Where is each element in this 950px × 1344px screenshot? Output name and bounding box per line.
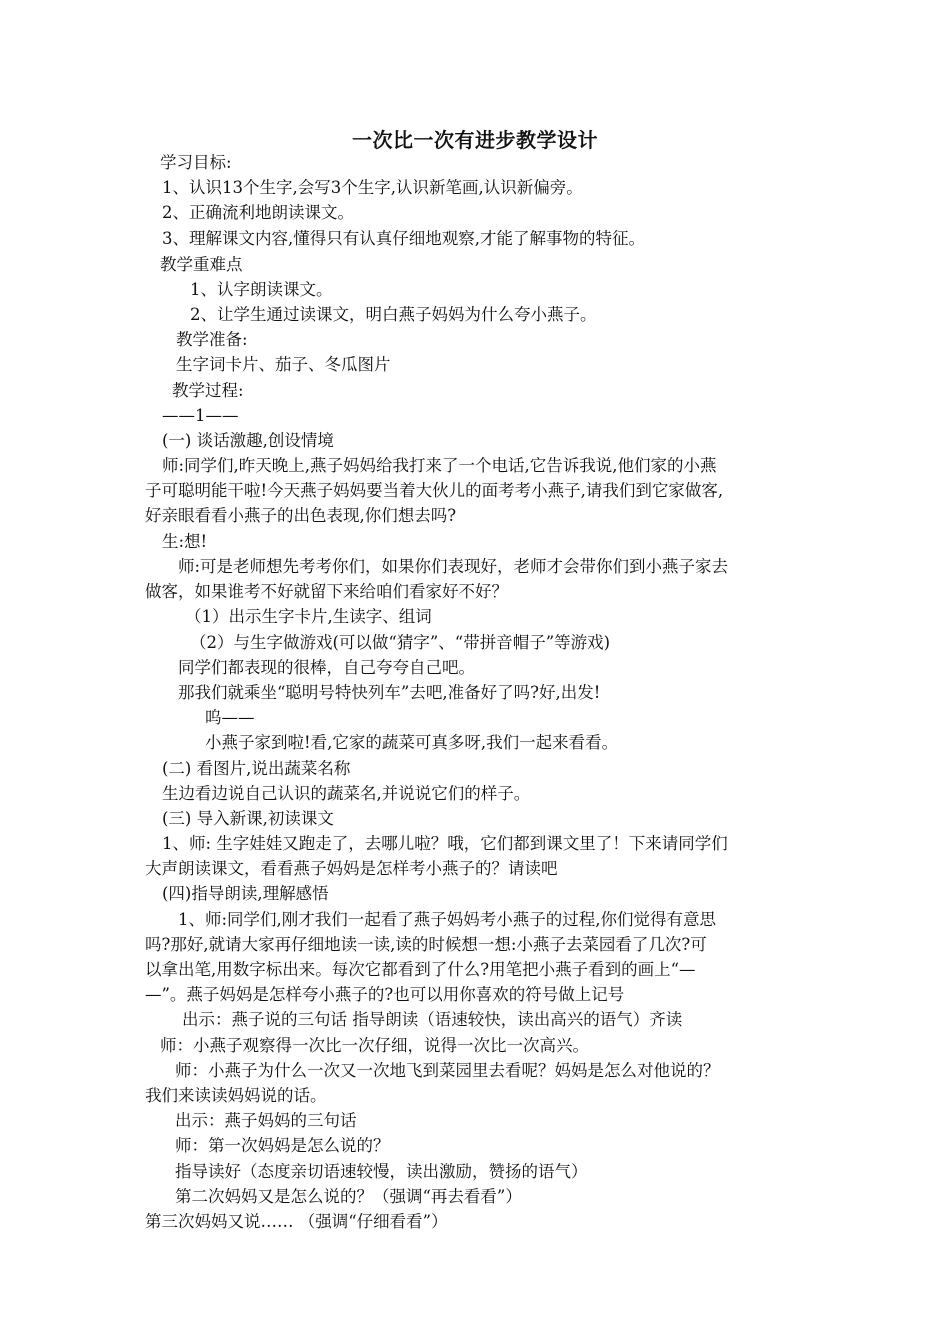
text-line: 呜—— [205,708,255,727]
document-title: 一次比一次有进步教学设计 [352,128,598,152]
text-line: 1、认识13个生字,会写3个生字,认识新笔画,认识新偏旁。 [162,178,583,197]
text-line: 出示：燕子妈妈的三句话 [175,1111,357,1130]
text-line: 指导读好（态度亲切语速较慢，读出激励，赞扬的语气） [175,1162,588,1181]
text-line: (四)指导朗读,理解感悟 [162,884,329,903]
text-line: 教学重难点 [160,255,243,274]
text-line: (三) 导入新课,初读课文 [162,809,334,828]
text-line: 那我们就乘坐“聪明号特快列车”去吧,准备好了吗?好,出发! [178,683,601,702]
text-line: ——1—— [162,406,239,425]
text-line: 第二次妈妈又是怎么说的？（强调“再去看看”） [175,1187,522,1206]
text-line: —”。燕子妈妈是怎样夸小燕子的?也可以用你喜欢的符号做上记号 [145,985,625,1004]
text-line: 2、让学生通过读课文，明白燕子妈妈为什么夸小燕子。 [190,305,597,324]
text-line: 吗?那好,就请大家再仔细地读一读,读的时候想一想:小燕子去菜园看了几次?可 [145,935,707,954]
text-line: 教学过程: [172,381,244,400]
text-line: 1、师:同学们,刚才我们一起看了燕子妈妈考小燕子的过程,你们觉得有意思 [178,910,717,929]
text-line: 师：小燕子观察得一次比一次仔细，说得一次比一次高兴。 [160,1036,589,1055]
text-line: 3、理解课文内容,懂得只有认真仔细地观察,才能了解事物的特征。 [162,229,645,248]
text-line: 师:可是老师想先考考你们，如果你们表现好，老师才会带你们到小燕子家去 [178,557,729,576]
text-line: 2、正确流利地朗读课文。 [162,203,354,222]
text-line: 师:同学们,昨天晚上,燕子妈妈给我打来了一个电话,它告诉我说,他们家的小燕 [162,456,717,475]
text-line: 师：小燕子为什么一次又一次地飞到菜园里去看呢？妈妈是怎么对他说的？ [175,1061,720,1080]
text-line: 我们来读读妈妈说的话。 [145,1086,327,1105]
text-line: 大声朗读课文，看看燕子妈妈是怎样考小燕子的？请读吧 [145,859,558,878]
text-line: 子可聪明能干啦!今天燕子妈妈要当着大伙儿的面考考小燕子,请我们到它家做客, [145,481,724,500]
text-line: 同学们都表现的很棒，自己夸夸自己吧。 [178,658,475,677]
text-line: （1）出示生字卡片,生读字、组词 [185,607,432,626]
text-line: (二) 看图片,说出蔬菜名称 [162,759,351,778]
text-line: 生:想! [162,532,208,551]
text-line: （2）与生字做游戏(可以做“猜字”、“带拼音帽子”等游戏) [190,633,611,652]
text-line: 教学准备: [176,330,248,349]
text-line: 1、师: 生字娃娃又跑走了，去哪儿啦？哦，它们都到课文里了！下来请同学们 [162,834,728,853]
text-line: (一) 谈话激趣,创设情境 [162,431,334,450]
text-line: 师：第一次妈妈是怎么说的？ [175,1136,390,1155]
text-line: 好亲眼看看小燕子的出色表现,你们想去吗? [145,506,457,525]
text-line: 生边看边说自己认识的蔬菜名,并说说它们的样子。 [162,784,531,803]
text-line: 以拿出笔,用数字标出来。每次它都看到了什么?用笔把小燕子看到的画上“— [145,960,696,979]
text-line: 学习目标: [160,153,232,172]
text-line: 小燕子家到啦!看,它家的蔬菜可真多呀,我们一起来看看。 [205,733,619,752]
text-line: 生字词卡片、茄子、冬瓜图片 [176,355,391,374]
text-line: 1、认字朗读课文。 [190,280,333,299]
text-line: 做客，如果谁考不好就留下来给咱们看家好不好？ [145,582,508,601]
text-line: 第三次妈妈又说…… （强调“仔细看看”） [145,1212,448,1231]
text-line: 出示：燕子说的三句话 指导朗读（语速较快，读出高兴的语气）齐读 [182,1010,683,1029]
